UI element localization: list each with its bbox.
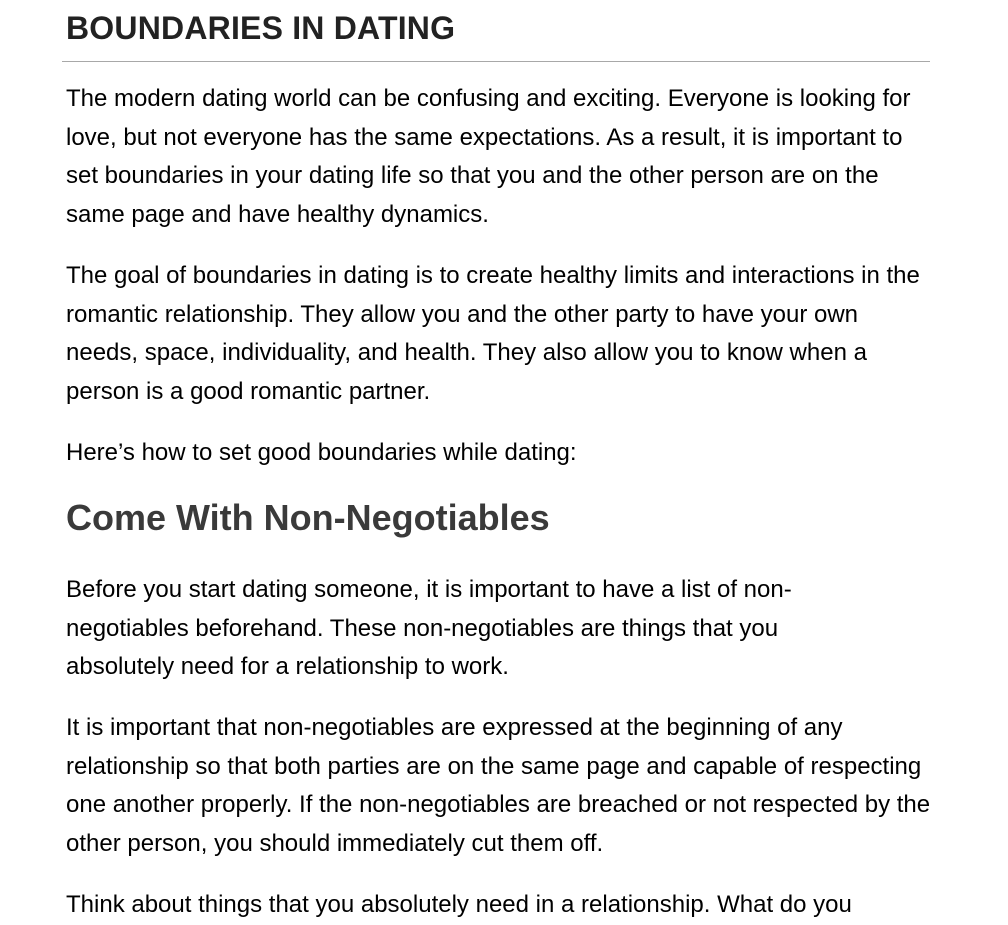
- intro-paragraph-1: The modern dating world can be confusing and exciting. Everyone is looking for love, but not everyone has the same expectations. As a result, it is important to set boundaries in your dating life so that you and the other person are on the same page and have healthy dynamics.: [66, 85, 911, 228]
- intro-paragraph-3: Here’s how to set good boundaries while dating:: [66, 439, 577, 466]
- section-paragraph-3: Think about things that you absolutely need in a relationship. What do you: [66, 891, 852, 918]
- section-paragraph-1: Before you start dating someone, it is important to have a list of non-negotiables beforehand. These non-negotiables are things that you absolutely need for a relationship to work.: [66, 576, 792, 680]
- intro-paragraph-2: The goal of boundaries in dating is to create healthy limits and interactions in the romantic relationship. They allow you and the other party to have your own needs, space, individuality, and health. They also allow you to know when a person is a good romantic partner.: [66, 262, 920, 405]
- section-paragraph-2: It is important that non-negotiables are expressed at the beginning of any relationship so that both parties are on the same page and capable of respecting one another properly. If the non-negotiables are breached or not respected by the other person, you should immediately cut them off.: [66, 714, 931, 857]
- page-title: BOUNDARIES IN DATING: [66, 10, 456, 46]
- section-heading: Come With Non-Negotiables: [66, 497, 550, 538]
- title-divider: [62, 61, 930, 62]
